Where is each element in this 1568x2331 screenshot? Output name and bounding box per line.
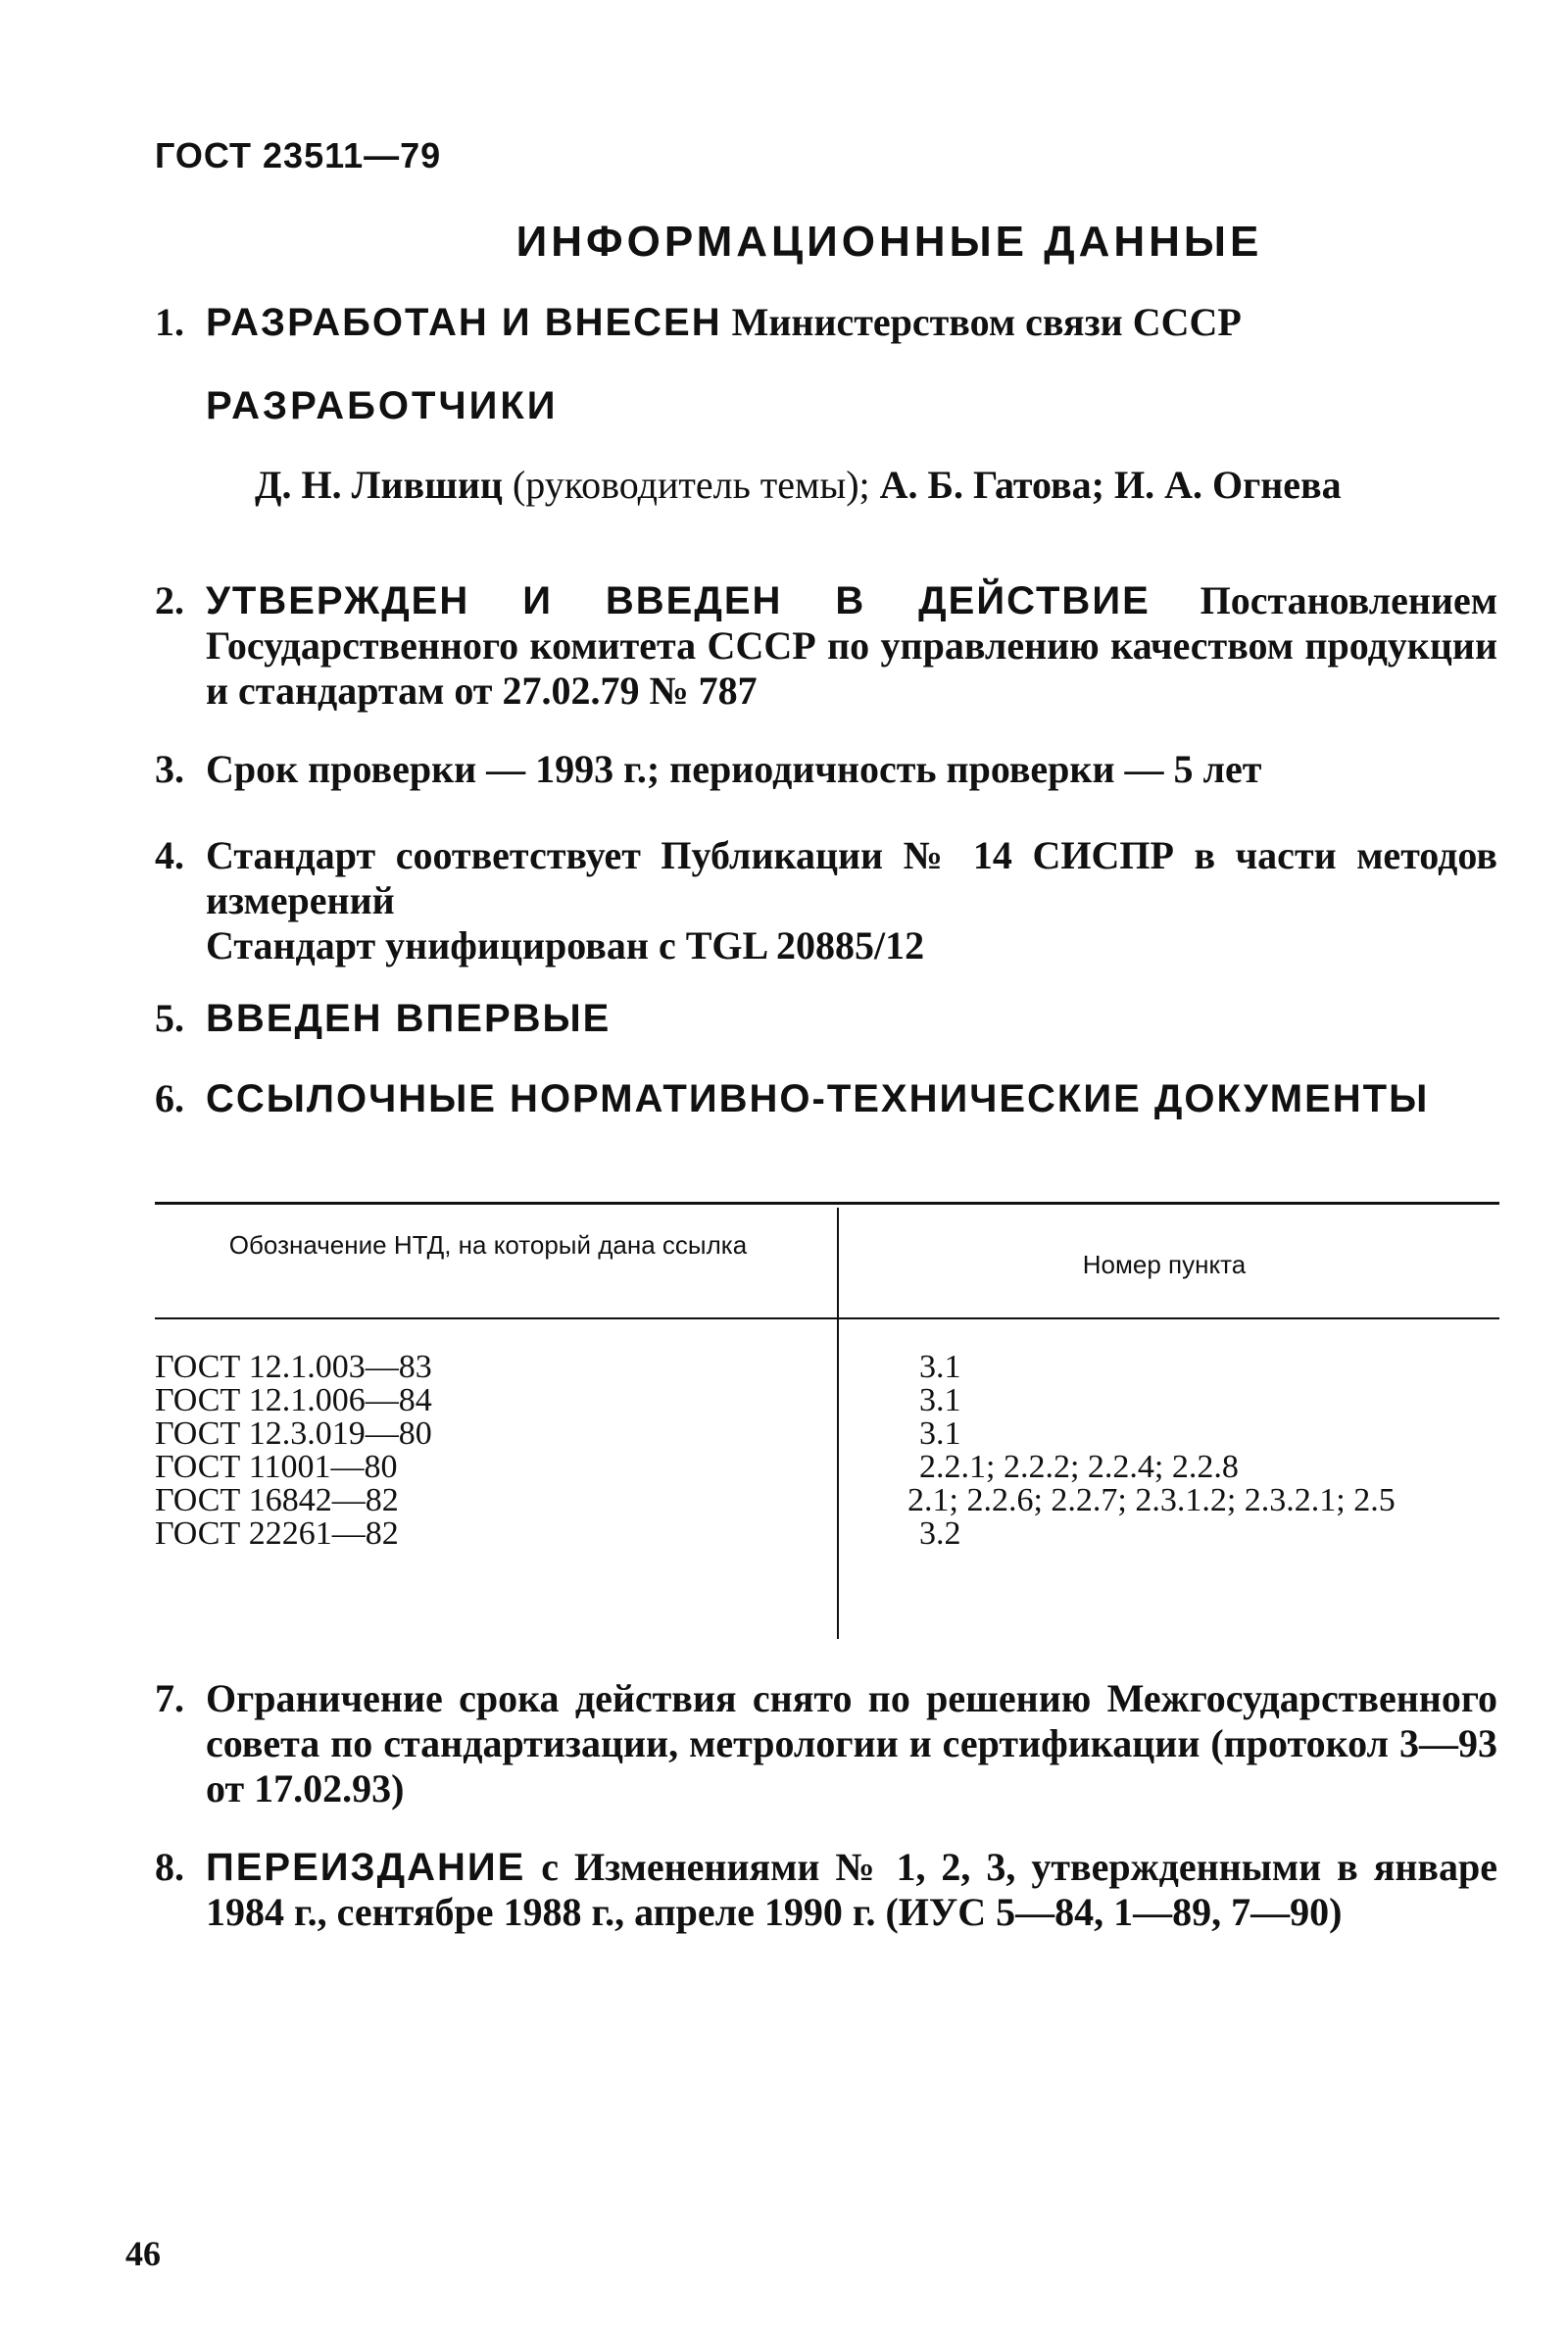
table-header-rule (155, 1317, 1499, 1319)
item-8 (155, 1845, 1497, 1935)
item-number: 8. (155, 1845, 184, 1889)
item-text: Срок проверки — 1993 г.; периодичность проверки — 5 лет (206, 747, 1262, 791)
item-text: Ограничение срока действия снято по решению Межгосударственного совета по стандартизации, метрологии и сертификации (протокол 3—93 от 17.02.93) (206, 1676, 1497, 1810)
item-heading: РАЗРАБОТАН И ВНЕСЕН (206, 301, 722, 344)
table-cell-clause: 3.1 (919, 1415, 961, 1452)
table-column-divider (837, 1208, 839, 1639)
table-cell-document: ГОСТ 12.1.006—84 (155, 1382, 432, 1418)
item-heading: ССЫЛОЧНЫЕ НОРМАТИВНО-ТЕХНИЧЕСКИЕ ДОКУМЕНТЫ (206, 1077, 1430, 1120)
table-cell-document: ГОСТ 11001—80 (155, 1449, 398, 1485)
gost-code-header: ГОСТ 23511—79 (155, 135, 442, 175)
item-5 (155, 996, 1497, 1041)
item-number: 1. (155, 300, 184, 344)
title-text: ИНФОРМАЦИОННЫЕ ДАННЫЕ (515, 218, 1263, 266)
table-cell-document: ГОСТ 12.1.003—83 (155, 1349, 432, 1385)
developers-heading: РАЗРАБОТЧИКИ (206, 384, 559, 427)
table-header-clause: Номер пункта (1082, 1250, 1247, 1279)
item-4 (155, 833, 1497, 968)
item-number: 2. (155, 578, 184, 622)
item-heading: ВВЕДЕН ВПЕРВЫЕ (206, 997, 612, 1040)
document-title (0, 218, 1568, 267)
item-2 (155, 578, 1497, 714)
item-number: 3. (155, 747, 184, 791)
developer-name: А. Б. Гатова; (879, 463, 1104, 507)
item-7 (155, 1676, 1497, 1811)
item-text: Министерством связи СССР (731, 300, 1242, 344)
item-text-secondary: Стандарт унифицирован с TGL 20885/12 (206, 923, 925, 967)
item-1 (155, 300, 1497, 345)
table-cell-clause: 3.1 (919, 1349, 961, 1385)
item-text: Стандарт соответствует Публикации № 14 СИСПР в части методов измерений (206, 833, 1497, 922)
table-cell-clause: 3.1 (919, 1382, 961, 1418)
item-number: 4. (155, 833, 184, 877)
table-cell-document: ГОСТ 12.3.019—80 (155, 1415, 432, 1452)
developers-list (255, 463, 1497, 508)
table-cell-clause: 3.2 (919, 1515, 961, 1552)
reference-documents-table (155, 1202, 1499, 1633)
item-heading: УТВЕРЖДЕН И ВВЕДЕН В ДЕЙСТВИЕ (206, 579, 1151, 622)
table-cell-clause: 2.1; 2.2.6; 2.2.7; 2.3.1.2; 2.3.2.1; 2.5 (907, 1482, 1396, 1518)
table-cell-document: ГОСТ 22261—82 (155, 1515, 399, 1552)
table-cell-document: ГОСТ 16842—82 (155, 1482, 399, 1518)
developer-role: (руководитель темы); (512, 463, 870, 507)
document-column (155, 1351, 821, 1551)
page-number: 46 (125, 2234, 161, 2273)
developer-name: Д. Н. Лившиц (255, 463, 503, 507)
item-number: 7. (155, 1676, 184, 1720)
item-text: с Изменениями № 1, 2, 3, утвержденными в январе 1984 г., сентябре 1988 г., апреле 1990 г. (ИУС 5—84, 1—89, 7—90) (206, 1845, 1498, 1934)
item-number: 5. (155, 996, 184, 1040)
item-3 (155, 747, 1497, 792)
table-top-rule (155, 1202, 1499, 1205)
clause-column (907, 1349, 1507, 1552)
table-header-document: Обозначение НТД, на который дана ссылка (228, 1230, 748, 1260)
item-text: Постановлением Государственного комитета СССР по управлению качеством продукции и стандартам от 27.02.79 № 787 (206, 578, 1498, 713)
item-number: 6. (155, 1076, 184, 1120)
developer-name: И. А. Огнева (1113, 463, 1342, 507)
item-heading: ПЕРЕИЗДАНИЕ (206, 1846, 526, 1889)
item-6 (155, 1076, 1497, 1121)
table-cell-clause: 2.2.1; 2.2.2; 2.2.4; 2.2.8 (919, 1449, 1239, 1485)
